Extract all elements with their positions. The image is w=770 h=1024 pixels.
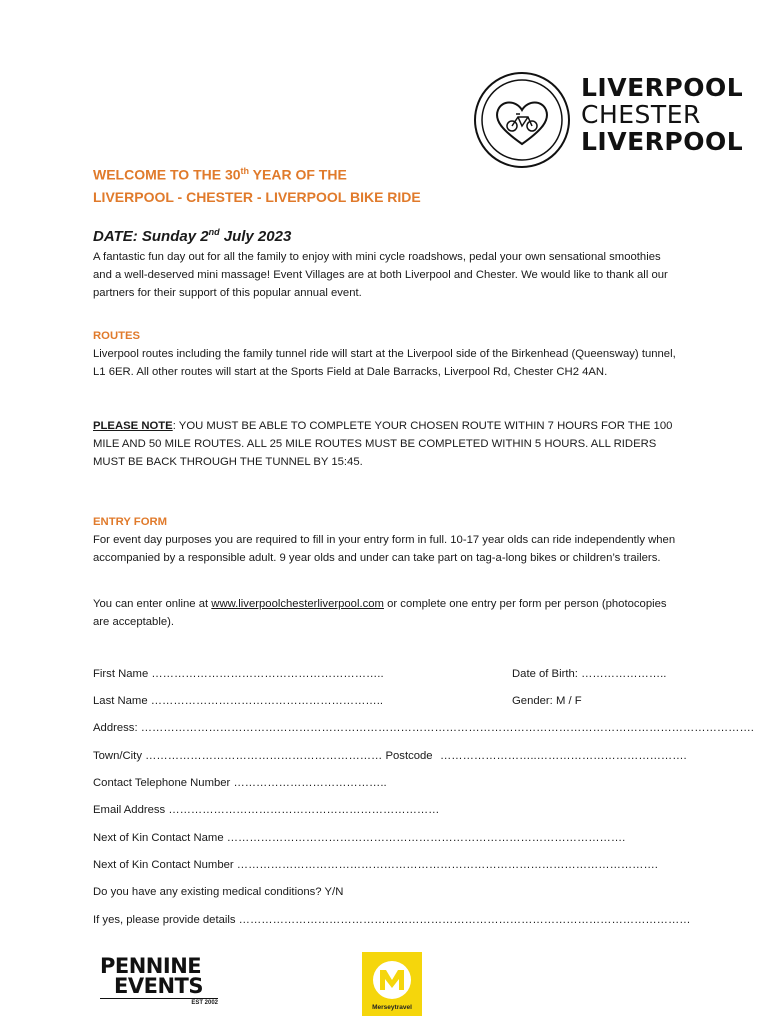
please-note-paragraph [93,417,678,471]
please-note-label: PLEASE NOTE [93,420,173,432]
date-pre: DATE: Sunday 2 [93,228,209,245]
logo-line-1: LIVERPOOL [581,73,744,102]
event-date [93,227,291,245]
website-link[interactable]: www.liverpoolchesterliverpool.com [211,598,384,610]
next-of-kin-name-field[interactable]: Next of Kin Contact Name ……………………………………………………………………………………………. [93,832,626,844]
entry-form-paragraph: For event day purposes you are required to fill in your entry form in full. 10-17 year olds can ride independently when accompanied by a responsible adult. 9 year olds and under can take part on tag-a-long bikes or children’s trailers. [93,534,676,564]
email-address-field[interactable]: Email Address ……………………………………………………………… [93,804,440,816]
bike-ride-logo-icon [472,70,572,170]
routes-title: ROUTES [93,330,141,342]
logo-wordmark [581,74,743,155]
pennine-logo-line-2: EVENTS [114,974,203,998]
pennine-est-label: EST 2002 [100,998,218,1006]
page-title [93,160,421,208]
gender-field[interactable]: Gender: M / F [512,695,582,707]
date-post: July 2023 [219,228,292,245]
online-entry-post: or complete one entry per form per person (photocopies are acceptable). [93,598,667,628]
online-entry-paragraph [93,595,678,631]
first-name-field[interactable]: First Name …………………………………………………….. [93,668,384,680]
please-note-body: : YOU MUST BE ABLE TO COMPLETE YOUR CHOSEN ROUTE WITHIN 7 HOURS FOR THE 100 MILE AND 50 MILE ROUTES. ALL 25 MILE ROUTES MUST BE COMPLETED WITHIN 5 HOURS. ALL RIDERS MUST BE BACK THROUGH THE TUNNEL BY 15:45. [93,420,673,468]
logo-line-3: LIVERPOOL [581,127,744,156]
pennine-logo-line-1: PENNINE [100,954,202,978]
contact-telephone-field[interactable]: Contact Telephone Number ………………………………….. [93,777,387,789]
title-line-1-sup: th [240,166,250,176]
date-of-birth-field[interactable]: Date of Birth: ………………….. [512,668,667,680]
merseytravel-m-icon [362,954,422,1004]
medical-conditions-field[interactable]: Do you have any existing medical conditions? Y/N [93,886,344,898]
postcode-field[interactable]: ……………………..…………………………………. [440,750,687,762]
merseytravel-label: Merseytravel [372,1004,412,1011]
date-sup: nd [208,227,220,237]
title-line-1-post: YEAR OF THE [249,166,347,183]
title-line-2: LIVERPOOL - CHESTER - LIVERPOOL BIKE RIDE [93,188,421,205]
title-line-1-pre: WELCOME TO THE 30 [93,166,241,183]
online-entry-pre: You can enter online at [93,598,212,610]
next-of-kin-number-field[interactable]: Next of Kin Contact Number …………………………………………………………………………………………………. [93,859,658,871]
address-field[interactable]: Address: ………………………………………………………………………………………………………………………………………………. [93,722,754,734]
logo-line-2: CHESTER [581,100,701,129]
town-city-field[interactable]: Town/City ……………………………………………………… Postcode [93,750,433,762]
last-name-field[interactable]: Last Name …………………………………………………….. [93,695,383,707]
routes-paragraph: Liverpool routes including the family tunnel ride will start at the Liverpool side of the Birkenhead (Queensway) tunnel, L1 6ER. All other routes will start at the Sports Field at Dale Barracks, Liverpool Rd, Chester CH2 4AN. [93,348,676,378]
medical-details-field[interactable]: If yes, please provide details ………………………………………………………………………………………………………… [93,914,691,926]
entry-form-title: ENTRY FORM [93,516,168,528]
merseytravel-logo [362,952,422,1016]
pennine-events-logo [100,956,220,1008]
intro-paragraph: A fantastic fun day out for all the family to enjoy with mini cycle roadshows, pedal your own sensational smoothies and a well-deserved mini massage! Event Villages are at both Liverpool and Chester. We would like to thank all our partners for their support of this popular annual event. [93,251,668,299]
